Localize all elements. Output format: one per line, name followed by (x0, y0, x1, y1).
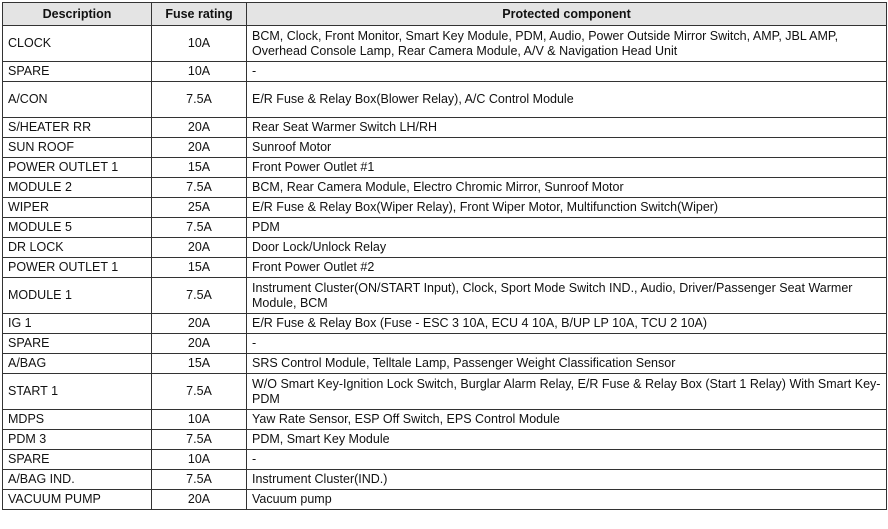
table-row (3, 450, 887, 470)
table-row (3, 62, 887, 82)
row-rating: 7.5A (152, 470, 247, 490)
table-row (3, 258, 887, 278)
header-row (3, 3, 887, 26)
row-description: MODULE 5 (3, 218, 152, 238)
table-row (3, 26, 887, 62)
row-description: A/CON (3, 82, 152, 118)
row-description: POWER OUTLET 1 (3, 158, 152, 178)
row-rating: 20A (152, 490, 247, 510)
table-row (3, 138, 887, 158)
table-row (3, 410, 887, 430)
row-component: - (247, 450, 887, 470)
row-component: BCM, Clock, Front Monitor, Smart Key Module, PDM, Audio, Power Outside Mirror Switch, AMP, JBL AMP, Overhead Console Lamp, Rear Camera Module, A/V & Navigation Head Unit (247, 26, 887, 62)
row-description: PDM 3 (3, 430, 152, 450)
row-rating: 20A (152, 118, 247, 138)
row-component: W/O Smart Key-Ignition Lock Switch, Burglar Alarm Relay, E/R Fuse & Relay Box (Start 1 Relay) With Smart Key-PDM (247, 374, 887, 410)
row-rating: 15A (152, 158, 247, 178)
row-description: CLOCK (3, 26, 152, 62)
row-description: SPARE (3, 62, 152, 82)
row-rating: 7.5A (152, 178, 247, 198)
table-row (3, 158, 887, 178)
table-row (3, 118, 887, 138)
row-rating: 10A (152, 62, 247, 82)
row-rating: 7.5A (152, 374, 247, 410)
row-component: Rear Seat Warmer Switch LH/RH (247, 118, 887, 138)
row-rating: 10A (152, 26, 247, 62)
table-row (3, 198, 887, 218)
header-fuse-rating: Fuse rating (152, 3, 247, 26)
row-description: SPARE (3, 334, 152, 354)
row-description: DR LOCK (3, 238, 152, 258)
row-component: E/R Fuse & Relay Box(Wiper Relay), Front Wiper Motor, Multifunction Switch(Wiper) (247, 198, 887, 218)
row-description: SPARE (3, 450, 152, 470)
row-description: S/HEATER RR (3, 118, 152, 138)
row-component: E/R Fuse & Relay Box(Blower Relay), A/C Control Module (247, 82, 887, 118)
table-row (3, 430, 887, 450)
row-component: SRS Control Module, Telltale Lamp, Passenger Weight Classification Sensor (247, 354, 887, 374)
table-row (3, 354, 887, 374)
row-description: VACUUM PUMP (3, 490, 152, 510)
row-component: Sunroof Motor (247, 138, 887, 158)
table-row (3, 490, 887, 510)
header-protected-component: Protected component (247, 3, 887, 26)
row-component: - (247, 62, 887, 82)
row-component: PDM (247, 218, 887, 238)
row-description: START 1 (3, 374, 152, 410)
row-rating: 7.5A (152, 430, 247, 450)
row-description: WIPER (3, 198, 152, 218)
row-component: Vacuum pump (247, 490, 887, 510)
table-row (3, 334, 887, 354)
row-rating: 10A (152, 450, 247, 470)
row-description: A/BAG IND. (3, 470, 152, 490)
fuse-table (2, 2, 887, 510)
row-description: A/BAG (3, 354, 152, 374)
row-component: BCM, Rear Camera Module, Electro Chromic Mirror, Sunroof Motor (247, 178, 887, 198)
header-description: Description (3, 3, 152, 26)
row-component: Yaw Rate Sensor, ESP Off Switch, EPS Control Module (247, 410, 887, 430)
table-row (3, 278, 887, 314)
row-rating: 20A (152, 238, 247, 258)
row-description: MDPS (3, 410, 152, 430)
row-rating: 7.5A (152, 218, 247, 238)
table-row (3, 238, 887, 258)
row-description: MODULE 1 (3, 278, 152, 314)
row-rating: 7.5A (152, 82, 247, 118)
row-component: Instrument Cluster(ON/START Input), Clock, Sport Mode Switch IND., Audio, Driver/Passenger Seat Warmer Module, BCM (247, 278, 887, 314)
table-row (3, 218, 887, 238)
table-row (3, 82, 887, 118)
row-description: IG 1 (3, 314, 152, 334)
row-description: MODULE 2 (3, 178, 152, 198)
row-component: Instrument Cluster(IND.) (247, 470, 887, 490)
row-rating: 15A (152, 354, 247, 374)
row-rating: 10A (152, 410, 247, 430)
table-row (3, 178, 887, 198)
table-row (3, 314, 887, 334)
row-component: Door Lock/Unlock Relay (247, 238, 887, 258)
table-row (3, 470, 887, 490)
row-component: PDM, Smart Key Module (247, 430, 887, 450)
row-description: POWER OUTLET 1 (3, 258, 152, 278)
row-rating: 20A (152, 314, 247, 334)
row-component: Front Power Outlet #2 (247, 258, 887, 278)
row-rating: 7.5A (152, 278, 247, 314)
row-description: SUN ROOF (3, 138, 152, 158)
row-rating: 20A (152, 138, 247, 158)
row-rating: 20A (152, 334, 247, 354)
row-component: - (247, 334, 887, 354)
row-component: Front Power Outlet #1 (247, 158, 887, 178)
row-rating: 15A (152, 258, 247, 278)
table-row (3, 374, 887, 410)
row-component: E/R Fuse & Relay Box (Fuse - ESC 3 10A, ECU 4 10A, B/UP LP 10A, TCU 2 10A) (247, 314, 887, 334)
row-rating: 25A (152, 198, 247, 218)
